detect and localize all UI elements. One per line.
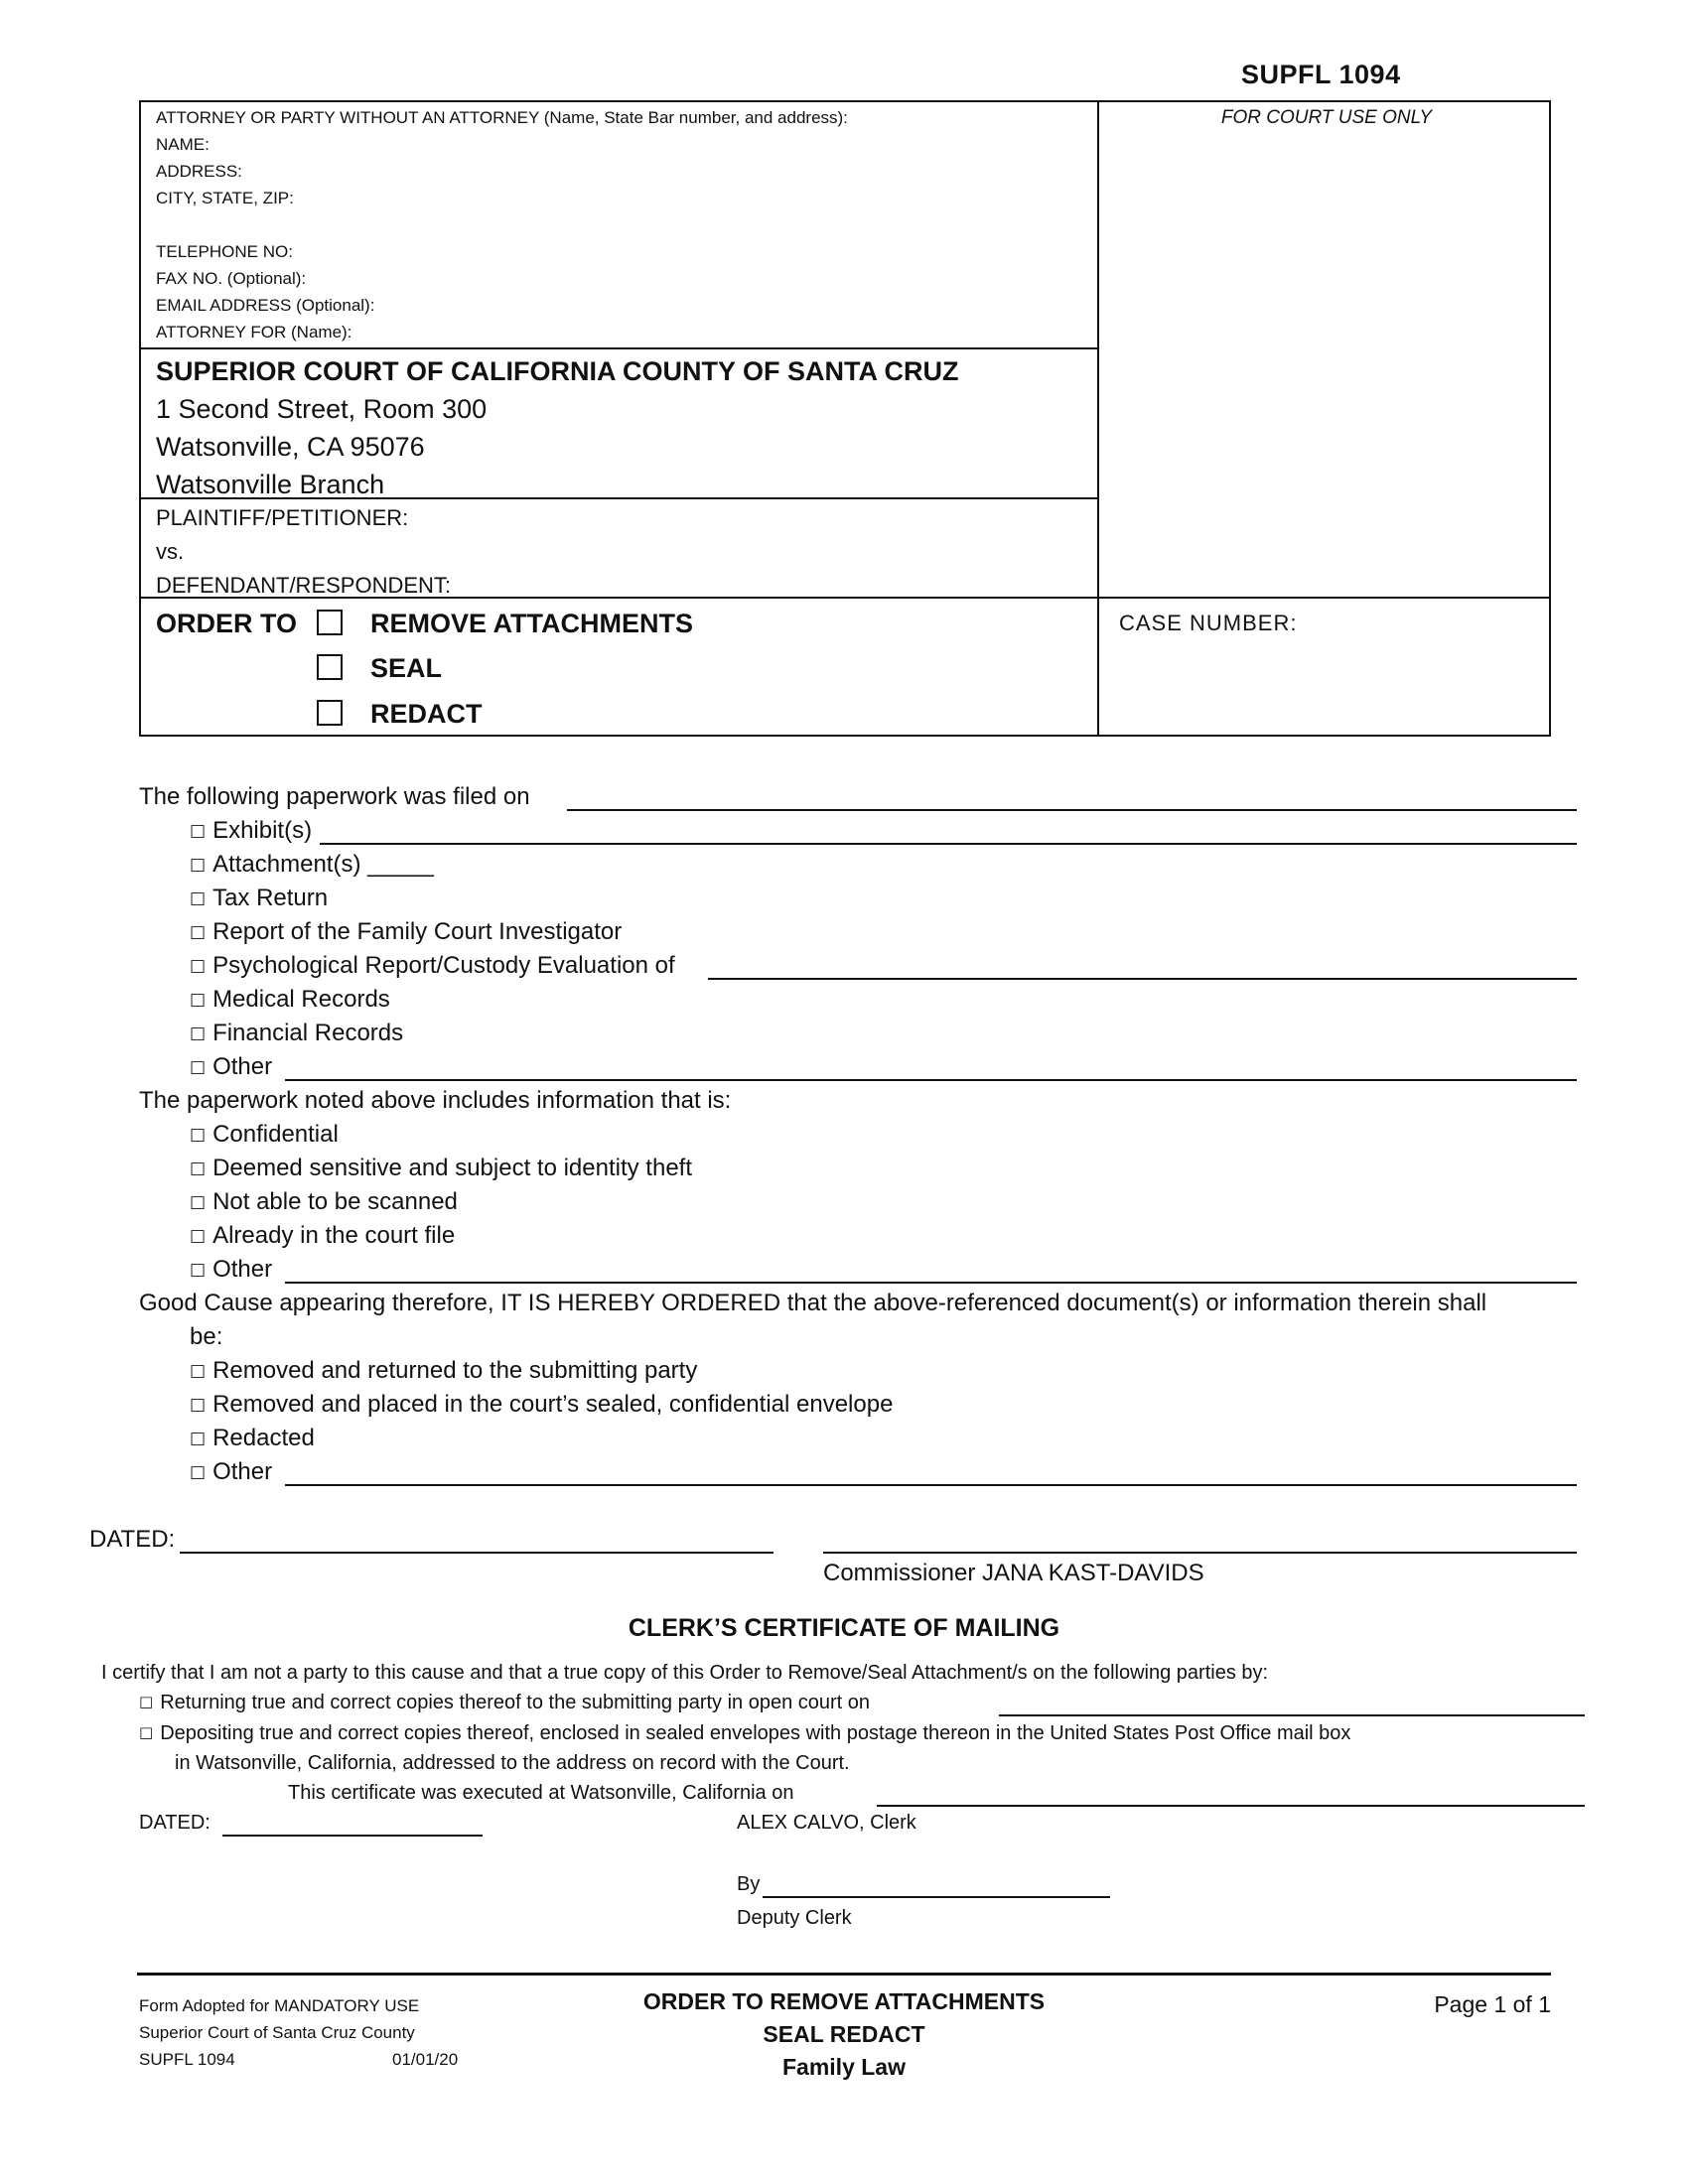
checkbox-icon[interactable]: □ xyxy=(190,1260,207,1280)
item-label: Other xyxy=(212,1256,273,1283)
paperwork-item-exhibits[interactable] xyxy=(190,814,312,850)
checkbox-icon[interactable]: □ xyxy=(190,1024,207,1043)
certificate-option-open-court[interactable] xyxy=(139,1688,870,1718)
order-option-label: REDACT xyxy=(370,699,483,729)
info-item-sensitive[interactable] xyxy=(190,1152,692,1187)
item-label: Report of the Family Court Investigator xyxy=(212,918,623,945)
footer-code: SUPFL 1094 xyxy=(139,2050,235,2069)
item-label: Psychological Report/Custody Evaluation of xyxy=(212,952,675,979)
commissioner-name: Commissioner JANA KAST-DAVIDS xyxy=(823,1560,1204,1586)
order-other-line[interactable] xyxy=(285,1484,1577,1486)
footer-code-row xyxy=(139,2047,459,2074)
deputy-signature-line[interactable] xyxy=(763,1896,1110,1898)
checkbox-icon[interactable]: □ xyxy=(190,888,207,908)
by-label: By xyxy=(737,1873,761,1895)
checkbox-icon[interactable]: □ xyxy=(190,1159,207,1178)
checkbox-icon[interactable]: □ xyxy=(190,956,207,976)
filed-date-line[interactable] xyxy=(567,809,1577,811)
checkbox-icon[interactable]: □ xyxy=(190,1226,207,1246)
certificate-dated-label: DATED: xyxy=(139,1812,211,1834)
item-label: Removed and returned to the submitting party xyxy=(212,1357,698,1384)
paperwork-other-line[interactable] xyxy=(285,1079,1577,1081)
attorney-telephone-field[interactable]: TELEPHONE NO: xyxy=(156,242,293,261)
footer-title xyxy=(546,1985,1142,2084)
checkbox[interactable] xyxy=(317,610,343,635)
checkbox-icon[interactable]: □ xyxy=(190,1125,207,1145)
order-option-label: REMOVE ATTACHMENTS xyxy=(370,609,693,638)
checkbox-icon[interactable]: □ xyxy=(190,1057,207,1077)
item-label: Removed and placed in the court’s sealed, confidential envelope xyxy=(212,1391,894,1418)
court-block xyxy=(156,352,1089,503)
paperwork-item-other[interactable] xyxy=(190,1050,272,1086)
attorney-spacer xyxy=(156,211,1089,238)
defendant-field[interactable]: DEFENDANT/RESPONDENT: xyxy=(156,573,452,598)
parties-block xyxy=(156,501,1089,603)
checkbox-icon[interactable]: □ xyxy=(190,1462,207,1482)
order-intro-cont: be: xyxy=(190,1323,223,1350)
checkbox-icon[interactable]: □ xyxy=(190,1361,207,1381)
attorney-address-field[interactable]: ADDRESS: xyxy=(156,162,242,181)
exhibits-line[interactable] xyxy=(320,843,1577,845)
info-intro: The paperwork noted above includes information that is: xyxy=(139,1087,732,1114)
item-label: Confidential xyxy=(212,1121,339,1148)
item-label: Exhibit(s) xyxy=(212,817,313,844)
order-intro: Good Cause appearing therefore, IT IS HEREBY ORDERED that the above-referenced document(s) or information therein shall xyxy=(139,1290,1487,1316)
footer-adopted: Form Adopted for MANDATORY USE xyxy=(139,1996,420,2015)
paperwork-item-psych-report[interactable] xyxy=(190,949,675,985)
court-use-label: FOR COURT USE ONLY xyxy=(1220,107,1433,128)
open-court-date-line[interactable] xyxy=(999,1714,1585,1716)
attorney-line: ATTORNEY OR PARTY WITHOUT AN ATTORNEY (Name, State Bar number, and address): xyxy=(156,108,848,127)
footer-title-line3: Family Law xyxy=(782,2054,906,2080)
footer-court: Superior Court of Santa Cruz County xyxy=(139,2023,415,2042)
case-number-field[interactable]: CASE NUMBER: xyxy=(1119,611,1298,635)
item-label: Redacted xyxy=(212,1425,315,1451)
attorney-fax-field[interactable]: FAX NO. (Optional): xyxy=(156,269,307,288)
caption-box xyxy=(139,100,1551,737)
certificate-executed: This certificate was executed at Watsonville, California on xyxy=(288,1782,794,1804)
checkbox-icon[interactable]: □ xyxy=(190,922,207,942)
option-label: Depositing true and correct copies thereof, enclosed in sealed envelopes with postage thereon in the United States Post Office mail box xyxy=(160,1722,1351,1744)
deputy-clerk-label: Deputy Clerk xyxy=(737,1907,852,1929)
attorney-block xyxy=(156,104,1089,345)
executed-date-line[interactable] xyxy=(877,1805,1585,1807)
form-code: SUPFL 1094 xyxy=(1241,60,1401,89)
order-item-other[interactable] xyxy=(190,1455,272,1491)
checkbox-icon[interactable]: □ xyxy=(190,1395,207,1415)
checkbox-icon[interactable]: □ xyxy=(190,1429,207,1448)
item-label: Tax Return xyxy=(212,885,329,911)
paperwork-item-fci-report[interactable] xyxy=(190,915,622,951)
court-branch: Watsonville Branch xyxy=(156,470,385,499)
certificate-dated-line[interactable] xyxy=(222,1835,483,1837)
item-label: Financial Records xyxy=(212,1020,404,1046)
clerk-name: ALEX CALVO, Clerk xyxy=(737,1812,916,1834)
item-label: Deemed sensitive and subject to identity theft xyxy=(212,1155,693,1181)
item-label: Medical Records xyxy=(212,986,390,1013)
dated-label: DATED: xyxy=(89,1526,176,1553)
certificate-title: CLERK’S CERTIFICATE OF MAILING xyxy=(628,1614,1060,1642)
checkbox-icon[interactable]: □ xyxy=(190,821,207,841)
order-item-returned[interactable] xyxy=(190,1354,697,1390)
checkbox-icon[interactable]: □ xyxy=(190,990,207,1010)
paperwork-item-tax-return[interactable] xyxy=(190,882,328,917)
item-label: Other xyxy=(212,1458,273,1485)
paperwork-item-financial[interactable] xyxy=(190,1017,403,1052)
checkbox-icon[interactable]: □ xyxy=(139,1693,154,1710)
court-city: Watsonville, CA 95076 xyxy=(156,432,425,462)
attorney-for-field[interactable]: ATTORNEY FOR (Name): xyxy=(156,323,352,341)
paperwork-item-medical[interactable] xyxy=(190,983,390,1019)
attorney-name-field[interactable]: NAME: xyxy=(156,135,210,154)
footer-date: 01/01/20 xyxy=(392,2050,459,2069)
item-label: Other xyxy=(212,1053,273,1080)
paperwork-item-attachments[interactable] xyxy=(190,848,434,884)
dated-line[interactable] xyxy=(180,1552,774,1554)
order-item-sealed[interactable] xyxy=(190,1388,893,1424)
option-label: Returning true and correct copies thereof to the submitting party in open court on xyxy=(160,1692,871,1713)
court-street: 1 Second Street, Room 300 xyxy=(156,394,488,424)
certificate-intro: I certify that I am not a party to this cause and that a true copy of this Order to Remove/Seal Attachment/s on the following parties by: xyxy=(101,1662,1269,1684)
checkbox[interactable] xyxy=(317,654,343,680)
plaintiff-field[interactable]: PLAINTIFF/PETITIONER: xyxy=(156,505,409,530)
info-item-in-file[interactable] xyxy=(190,1219,455,1255)
vs-label: vs. xyxy=(156,539,185,564)
order-type-block xyxy=(156,604,1089,733)
checkbox-icon[interactable]: □ xyxy=(190,855,207,875)
filed-intro: The following paperwork was filed on xyxy=(139,783,530,810)
certificate-option-mail[interactable] xyxy=(139,1718,1350,1749)
info-item-not-scannable[interactable] xyxy=(190,1185,458,1221)
page-number: Page 1 of 1 xyxy=(1434,1991,1551,2017)
footer-form-info xyxy=(139,1993,459,2074)
footer-rule xyxy=(137,1973,1551,1976)
footer-title-line2: SEAL REDACT xyxy=(763,2021,925,2047)
certificate-option-mail-cont: in Watsonville, California, addressed to the address on record with the Court. xyxy=(175,1752,850,1774)
info-other-line[interactable] xyxy=(285,1282,1577,1284)
court-name: SUPERIOR COURT OF CALIFORNIA COUNTY OF SANTA CRUZ xyxy=(156,356,959,386)
checkbox-icon[interactable]: □ xyxy=(139,1723,154,1741)
order-to-label: ORDER TO xyxy=(156,609,298,638)
checkbox[interactable] xyxy=(317,700,343,726)
info-item-confidential[interactable] xyxy=(190,1118,339,1154)
order-option-label: SEAL xyxy=(370,653,443,683)
attorney-city-field[interactable]: CITY, STATE, ZIP: xyxy=(156,189,294,207)
checkbox-icon[interactable]: □ xyxy=(190,1192,207,1212)
item-label: Already in the court file xyxy=(212,1222,456,1249)
footer-title-line1: ORDER TO REMOVE ATTACHMENTS xyxy=(642,1988,1046,2014)
psych-report-line[interactable] xyxy=(708,978,1577,980)
info-item-other[interactable] xyxy=(190,1253,272,1289)
attorney-email-field[interactable]: EMAIL ADDRESS (Optional): xyxy=(156,296,375,315)
order-item-redacted[interactable] xyxy=(190,1422,315,1457)
signature-line[interactable] xyxy=(823,1552,1577,1554)
item-label: Not able to be scanned xyxy=(212,1188,458,1215)
item-label: Attachment(s) _____ xyxy=(212,851,434,878)
